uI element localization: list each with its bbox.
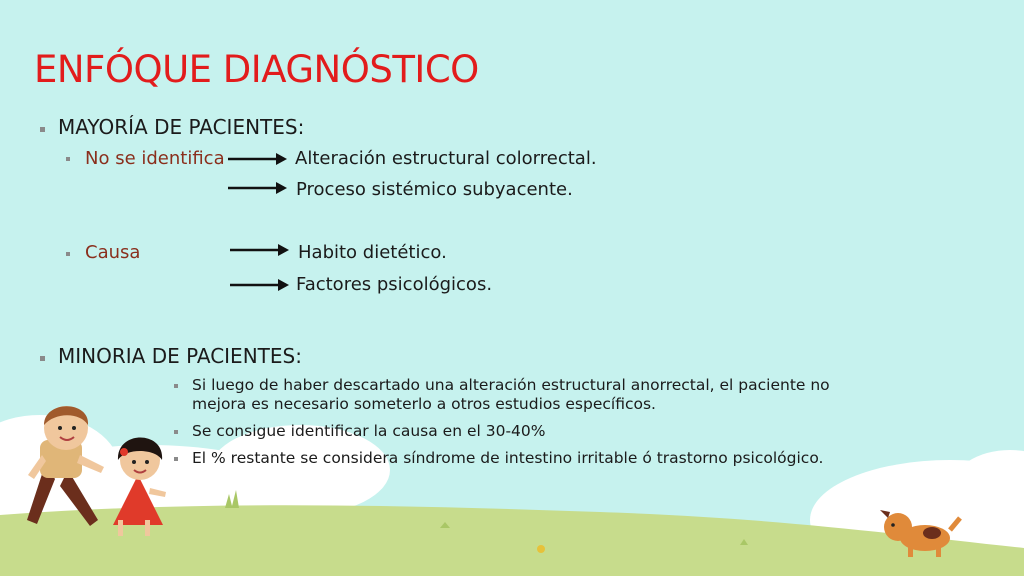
minority-point-1-line-2: mejora es necesario someterlo a otros estudios específicos. — [192, 395, 656, 413]
arrow-right-icon — [228, 181, 288, 195]
not-identified-result-2: Proceso sistémico subyacente. — [296, 179, 573, 200]
cause-result-1: Habito dietético. — [298, 242, 447, 263]
minority-heading: MINORIA DE PACIENTES: — [58, 344, 302, 368]
arrow-right-icon — [230, 243, 290, 257]
not-identified-result-1: Alteración estructural colorrectal. — [295, 148, 597, 169]
flower — [537, 545, 545, 553]
bullet-icon — [174, 457, 178, 461]
bullet-icon — [40, 356, 45, 361]
bullet-icon — [66, 157, 70, 161]
cause-label: Causa — [85, 242, 141, 263]
arrow-right-icon — [230, 278, 290, 292]
bullet-icon — [40, 127, 45, 132]
minority-point-3: El % restante se considera síndrome de intestino irritable ó trastorno psicológico. — [192, 449, 824, 467]
bullet-icon — [66, 252, 70, 256]
bullet-icon — [174, 384, 178, 388]
slide-title: ENFÓQUE DIAGNÓSTICO — [34, 48, 479, 91]
arrow-right-icon — [228, 152, 288, 166]
bullet-icon — [174, 430, 178, 434]
not-identified-label: No se identifica — [85, 148, 225, 169]
minority-point-1-line-1: Si luego de haber descartado una alteración estructural anorrectal, el paciente no — [192, 376, 830, 394]
majority-heading: MAYORÍA DE PACIENTES: — [58, 115, 305, 139]
minority-point-2: Se consigue identificar la causa en el 30-40% — [192, 422, 546, 440]
cause-result-2: Factores psicológicos. — [296, 274, 493, 295]
